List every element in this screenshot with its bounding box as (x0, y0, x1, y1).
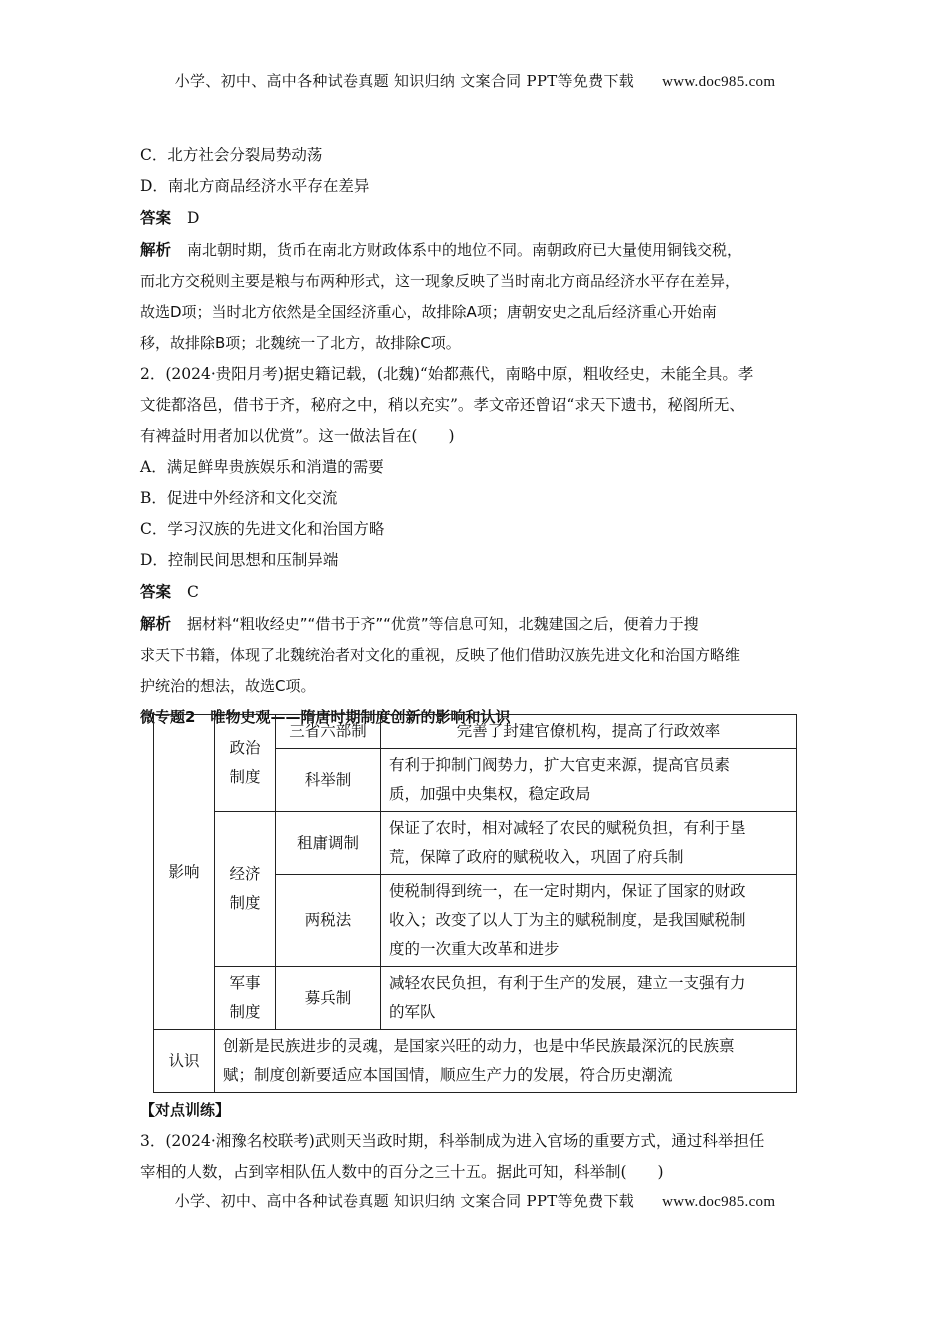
row-name-cell: 募兵制 (276, 967, 381, 1030)
desc-line: 度的一次重大改革和进步 (389, 940, 560, 958)
q2-answer (140, 576, 820, 608)
desc-line: 荒，保障了政府的赋税收入，巩固了府兵制 (389, 848, 684, 866)
row-desc-cell (381, 967, 797, 1030)
recognition-line: 创新是民族进步的灵魂，是国家兴旺的动力，也是中华民族最深沉的民族禀 (223, 1037, 735, 1055)
answer-label: 答案 (140, 582, 172, 601)
analysis-text: 据材料“粗收经史”“借书于齐”“优赏”等信息可知，北魏建国之后，便着力于搜 (187, 615, 699, 633)
analysis-label: 解析 (140, 614, 172, 633)
political-cell (215, 715, 276, 812)
q3-stem-line: 宰相的人数，占到宰相队伍人数中的百分之三十五。据此可知，科举制( ) (140, 1163, 664, 1181)
political-label-2: 制度 (229, 768, 261, 786)
desc-line: 使税制得到统一，在一定时期内，保证了国家的财政 (389, 882, 746, 900)
influence-cell: 影响 (154, 715, 215, 1030)
desc-line: 收入；改变了以人丁为主的赋税制度，是我国赋税制 (389, 911, 746, 929)
answer-label: 答案 (140, 208, 172, 227)
analysis-label: 解析 (140, 240, 172, 259)
page-footer (0, 1190, 950, 1211)
q3-stem-line: 3．(2024·湘豫名校联考)武则天当政时期，科举制成为进入官场的重要方式，通过科举担任 (140, 1132, 765, 1150)
desc-line: 的军队 (389, 1003, 436, 1021)
q1-answer (140, 202, 820, 234)
economic-label-2: 制度 (229, 894, 261, 912)
row-desc-cell: 完善了封建官僚机构，提高了行政效率 (381, 715, 797, 749)
topic-title: 微专题2 唯物史观——隋唐时期制度创新的影响和认识 (140, 708, 511, 726)
desc-line: 减轻农民负担，有利于生产的发展，建立一支强有力 (389, 974, 746, 992)
header-text: 小学、初中、高中各种试卷真题 知识归纳 文案合同 PPT等免费下载 (174, 72, 635, 90)
q1-option-d: D．南北方商品经济水平存在差异 (140, 177, 370, 195)
row-desc-cell (381, 875, 797, 967)
q1-analysis-line: 故选D项；当时北方依然是全国经济重心，故排除A项；唐朝安史之乱后经济重心开始南 (140, 303, 717, 321)
q2-analysis-line: 护统治的想法，故选C项。 (140, 677, 316, 695)
q2-option-a: A．满足鲜卑贵族娱乐和消遣的需要 (140, 458, 384, 476)
institution-table (153, 714, 797, 1093)
page-header (0, 70, 950, 91)
row-name-cell: 租庸调制 (276, 812, 381, 875)
desc-line: 质，加强中央集权，稳定政局 (389, 785, 591, 803)
row-name-cell: 科举制 (276, 749, 381, 812)
economic-label-1: 经济 (229, 865, 261, 883)
economic-cell (215, 812, 276, 967)
answer-value: C (187, 583, 199, 601)
recognition-cell: 认识 (154, 1030, 215, 1093)
q2-option-d: D．控制民间思想和压制异端 (140, 551, 339, 569)
answer-value: D (187, 209, 200, 227)
q2-stem-line: 文徙都洛邑，借书于齐，秘府之中，稍以充实”。孝文帝还曾诏“求天下遗书，秘阁所无、 (140, 396, 745, 414)
row-desc-cell (381, 749, 797, 812)
desc-line: 保证了农时，相对减轻了农民的赋税负担，有利于垦 (389, 819, 746, 837)
footer-text: 小学、初中、高中各种试卷真题 知识归纳 文案合同 PPT等免费下载 (174, 1192, 635, 1210)
q1-analysis-line: 而北方交税则主要是粮与布两种形式，这一现象反映了当时南北方商品经济水平存在差异， (140, 272, 741, 290)
q1-option-c: C．北方社会分裂局势动荡 (140, 146, 323, 164)
header-site-link[interactable]: www.doc985.com (662, 74, 776, 90)
q2-option-c: C．学习汉族的先进文化和治国方略 (140, 520, 385, 538)
military-label-2: 制度 (229, 1003, 261, 1021)
analysis-text: 南北朝时期，货币在南北方财政体系中的地位不同。南朝政府已大量使用铜钱交税， (187, 241, 743, 259)
recognition-text-cell (215, 1030, 797, 1093)
q2-analysis-line: 求天下书籍，体现了北魏统治者对文化的重视，反映了他们借助汉族先进文化和治国方略维 (140, 646, 741, 664)
q2-option-b: B．促进中外经济和文化交流 (140, 489, 338, 507)
military-label-1: 军事 (229, 974, 261, 992)
q2-stem-line: 有裨益时用者加以优赏”。这一做法旨在( ) (140, 427, 455, 445)
q2-analysis-line (140, 608, 820, 640)
row-name-cell: 两税法 (276, 875, 381, 967)
political-label-1: 政治 (229, 739, 261, 757)
practice-title: 【对点训练】 (140, 1101, 231, 1119)
q2-stem-line: 2．(2024·贵阳月考)据史籍记载，(北魏)“始都燕代，南略中原，粗收经史，未能全具。孝 (140, 365, 754, 383)
q1-analysis-line (140, 234, 820, 266)
recognition-line: 赋；制度创新要适应本国国情，顺应生产力的发展，符合历史潮流 (223, 1066, 673, 1084)
military-cell (215, 967, 276, 1030)
q1-analysis-line: 移，故排除B项；北魏统一了北方，故排除C项。 (140, 334, 461, 352)
main-content (140, 140, 820, 733)
footer-site-link[interactable]: www.doc985.com (662, 1194, 776, 1210)
row-name-cell: 三省六部制 (276, 715, 381, 749)
practice-section (140, 1095, 820, 1188)
desc-line: 有利于抑制门阀势力，扩大官吏来源，提高官员素 (389, 756, 731, 774)
row-desc-cell (381, 812, 797, 875)
